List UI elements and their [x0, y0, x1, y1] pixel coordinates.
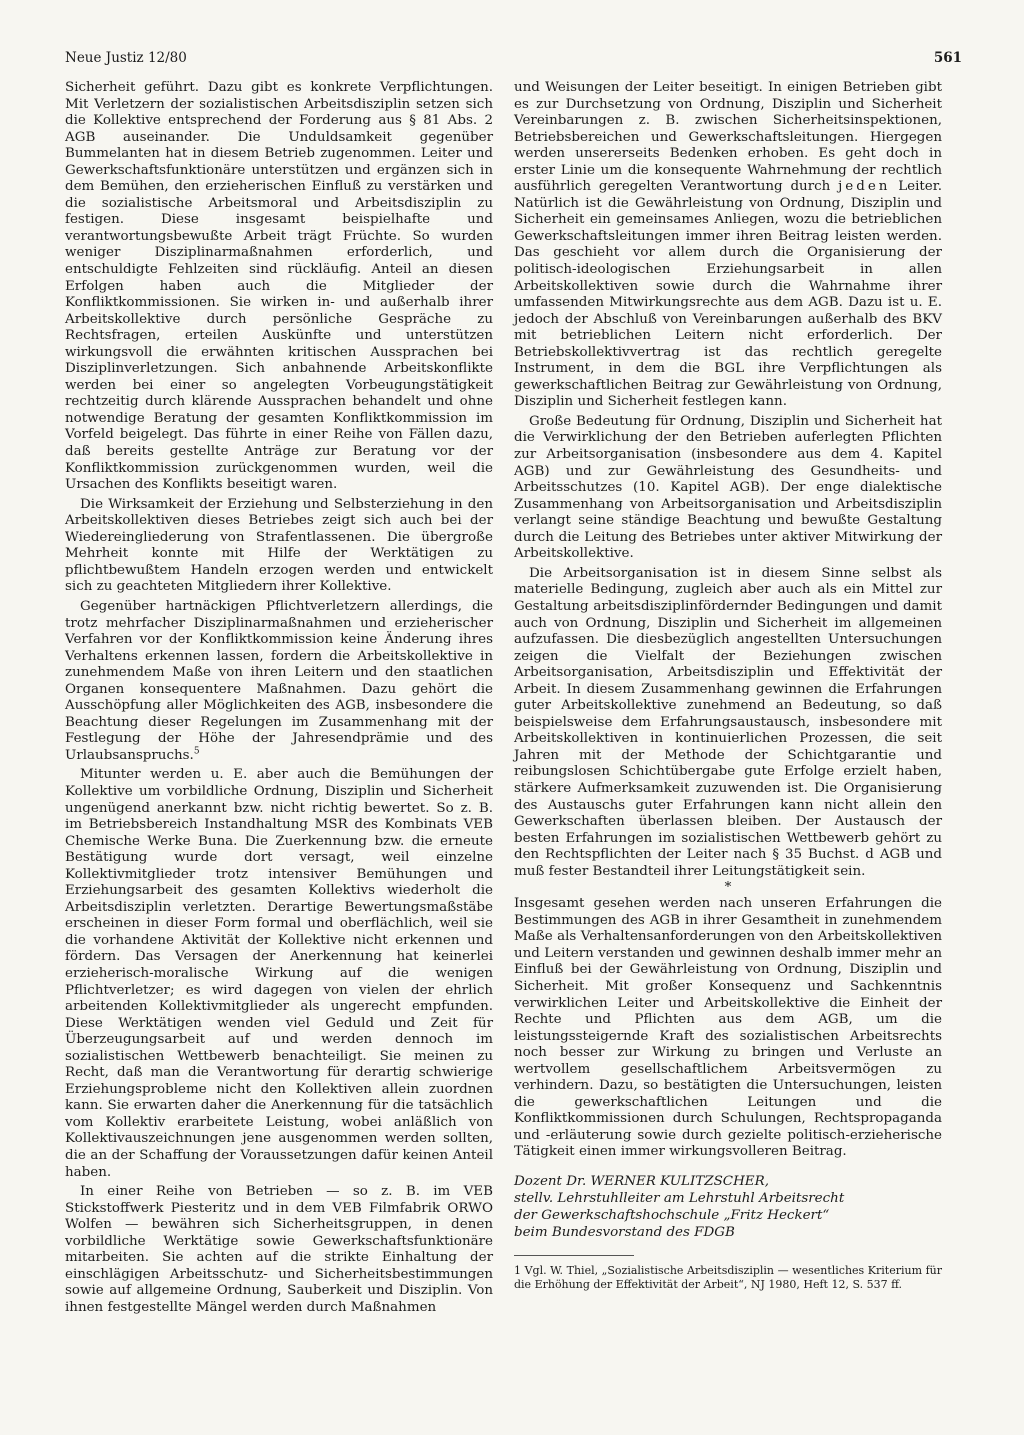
- paragraph-text: und Weisungen der Leiter beseitigt. In einigen Betrieben gibt es zur Durchsetzung von Ordnung, Disziplin und Sicherheit Vereinbarungen z. B. zwischen Sicherheitsinspektionen, Betriebsbereichen und Gewerkschaftsleitungen. Hiergegen werden unsererseits Bedenken erhoben. Es geht doch in erster Linie um die konsequente Wahrnehmung der rechtlich ausführlich geregelten Verantwortung durch: [514, 80, 942, 195]
- footnote-divider: [514, 1255, 634, 1256]
- paragraph: [65, 599, 493, 764]
- paragraph: Große Bedeutung für Ordnung, Disziplin und Sicherheit hat die Verwirklichung der den Betrieben auferlegten Pflichten zur Arbeitsorganisation (insbesondere aus dem 4. Kapitel AGB) und zur Gewährleistung des Gesundheits- und Arbeitsschutzes (10. Kapitel AGB). Der enge dialektische Zusammenhang von Arbeitsorganisation und Arbeitsdisziplin verlangt seine ständige Beachtung und bewußte Gestaltung durch die Leitung des Betriebes unter aktiver Mitwirkung der Arbeitskollektive.: [514, 413, 942, 562]
- paragraph: In einer Reihe von Betrieben — so z. B. im VEB Stickstoffwerk Piesteritz und in dem VEB Filmfabrik ORWO Wolfen — bewähren sich Sicherheitsgruppen, in denen vorbildliche Werktätige sowie Gewerkschaftsfunktionäre mitarbeiten. Sie achten auf die strikte Einhaltung der einschlägigen Arbeitsschutz- und Sicherheitsbestimmungen sowie auf allgemeine Ordnung, Sauberkeit und Disziplin. Von ihnen festgestellte Mängel werden durch Maßnahmen: [65, 1184, 493, 1315]
- journal-issue: Neue Justiz 12/80: [65, 50, 187, 66]
- paragraph: Insgesamt gesehen werden nach unseren Erfahrungen die Bestimmungen des AGB in ihrer Gesamtheit in zunehmendem Maße als Verhaltensanforderungen von den Arbeitskollektiven und Leitern verstanden und gewinnen deshalb immer mehr an Einfluß bei der Gewährleistung von Ordnung, Disziplin und Sicherheit. Mit großer Konsequenz und Sachkenntnis verwirklichen Leiter und Arbeitskollektive die Einheit der Rechte und Pflichten aus dem AGB, um die leistungssteigernde Kraft des sozialistischen Arbeitsrechts noch besser zur Wirkung zu bringen und Verluste an wertvollem gesellschaftlichem Arbeitsvermögen zu verhindern. Dazu, so bestätigten die Untersuchungen, leisten die gewerkschaftlichen Leitungen und die Konfliktkommissionen durch Schulungen, Rechtspropaganda und -erläuterung sowie durch gezielte politisch-erzieherische Tätigkeit einen immer wirkungsvolleren Beitrag.: [514, 896, 942, 1160]
- author-affiliation: beim Bundesvorstand des FDGB: [514, 1225, 735, 1240]
- left-column: [65, 80, 493, 1316]
- footnote-marker: 5: [193, 746, 200, 757]
- paragraph-text: Leiter. Natürlich ist die Gewährleistung von Ordnung, Disziplin und Sicherheit ein gemeinsames Anliegen, wozu die betrieblichen Gewerkschaftsleitungen immer ihren Beitrag leisten werden. Das geschieht vor allem durch die Organisierung der politisch-ideologischen Erziehungsarbeit in allen Arbeitskollektiven sowie durch die Wahrnahme ihrer umfassenden Mitwirkungsrechte aus dem AGB. Dazu ist u. E. jedoch der Abschluß von Vereinbarungen außerhalb des BKV mit betrieblichen Leitern nicht erforderlich. Der Betriebskollektivvertrag ist das rechtlich geregelte Instrument, in dem die BGL ihre Verpflichtungen als gewerkschaftlichen Beitrag zur Gewährleistung von Ordnung, Disziplin und Sicherheit festlegen kann.: [514, 179, 942, 410]
- paragraph: Die Wirksamkeit der Erziehung und Selbsterziehung in den Arbeitskollektiven dieses Betriebes zeigt sich auch bei der Wiedereingliederung von Strafentlassenen. Die übergroße Mehrheit konnte mit Hilfe der Werktätigen zu pflichtbewußtem Handeln erzogen werden und entwickelt sich zu geachteten Mitgliedern ihrer Kollektive.: [65, 496, 493, 595]
- paragraph: Die Arbeitsorganisation ist in diesem Sinne selbst als materielle Bedingung, zugleich aber auch als ein Mittel zur Gestaltung arbeitsdisziplinfördernder Bedingungen und damit auch von Ordnung, Disziplin und Sicherheit im allgemeinen aufzufassen. Die diesbezüglich angestellten Untersuchungen zeigen die Vielfalt der Beziehungen zwischen Arbeitsorganisation, Arbeitsdisziplin und Effektivität der Arbeit. In diesem Zusammenhang gewinnen die Erfahrungen guter Arbeitskollektive zunehmend an Bedeutung, so daß beispielsweise dem Erfahrungsaustausch, insbesondere mit Arbeitskollektiven in kontinuierlichen Prozessen, die seit Jahren mit der Methode der Schichtgarantie und reibungslosen Schichtübergabe gute Erfolge erzielt haben, stärkere Aufmerksamkeit zuzuwenden ist. Die Organisierung des Austauschs guter Erfahrungen kann nicht allein den Gewerkschaften überlassen bleiben. Der Austausch der besten Erfahrungen im sozialistischen Wettbewerb gehört zu den Rechtspflichten der Leiter nach § 35 Buchst. d AGB und muß fester Bestandteil ihrer Leitungstätigkeit sein.: [514, 565, 942, 879]
- emphasized-word: jeden: [838, 179, 891, 195]
- running-head: [65, 50, 962, 72]
- paragraph: Sicherheit geführt. Dazu gibt es konkrete Verpflichtungen. Mit Verletzern der sozialistischen Arbeitsdisziplin setzen sich die Kollektive entsprechend der Forderung aus § 81 Abs. 2 AGB auseinander. Die Unduldsamkeit gegenüber Bummelanten hat in diesem Betrieb zugenommen. Leiter und Gewerkschaftsfunktionäre unterstützen und ergänzen sich in dem Bemühen, den erzieherischen Einfluß zu verstärken und die sozialistische Arbeitsmoral und Arbeitsdisziplin zu festigen. Diese insgesamt beispielhafte und verantwortungsbewußte Arbeit trägt Früchte. So wurden weniger Disziplinarmaßnahmen erforderlich, und entschuldigte Fehlzeiten sind rückläufig. Anteil an diesen Erfolgen haben auch die Mitglieder der Konfliktkommissionen. Sie wirken in- und außerhalb ihrer Arbeitskollektive durch persönliche Gespräche zu Rechtsfragen, erteilen Auskünfte und unterstützen wirkungsvoll die erwähnten kritischen Aussprachen bei Disziplinverletzungen. Sich anbahnende Arbeitskonflikte werden bei einer so angelegten Vorbeugungstätigkeit rechtzeitig durch klärende Aussprachen behandelt und ohne notwendige Beratung der gesamten Konfliktkommission im Vorfeld beigelegt. Das führte in einer Reihe von Fällen dazu, daß bereits gestellte Anträge zur Beratung vor der Konfliktkommission zurückgenommen wurden, weil die Ursachen des Konflikts beseitigt waren.: [65, 80, 493, 493]
- right-column: [514, 80, 942, 1291]
- paragraph-text: Gegenüber hartnäckigen Pflichtverletzern allerdings, die trotz mehrfacher Disziplinarmaßnahmen und erzieherischer Verfahren vor der Konfliktkommission keine Änderung ihres Verhaltens erkennen lassen, fordern die Arbeitskollektive in zunehmendem Maße von ihren Leitern und den staatlichen Organen konsequentere Maßnahmen. Dazu gehört die Ausschöpfung aller Möglichkeiten des AGB, insbesondere die Beachtung dieser Regelungen im Zusammenhang mit der Festlegung der Höhe der Jahresendprämie und des Urlaubsanspruchs.: [65, 598, 493, 763]
- paragraph: Mitunter werden u. E. aber auch die Bemühungen der Kollektive um vorbildliche Ordnung, Disziplin und Sicherheit ungenügend anerkannt bzw. nicht richtig bewertet. So z. B. im Betriebsbereich Instandhaltung MSR des Kombinats VEB Chemische Werke Buna. Die Zuerkennung bzw. die erneute Bestätigung wurde dort versagt, weil einzelne Kollektivmitglieder trotz intensiver Bemühungen und Erziehungsarbeit des gesamten Kollektivs wiederholt die Arbeitsdisziplin verletzten. Derartige Bewertungsmaßstäbe erscheinen in dieser Form formal und oberflächlich, weil sie die vorhandene Aktivität der Kollektive nicht erkennen und fördern. Das Versagen der Anerkennung hat keinerlei erzieherisch-moralische Wirkung auf die wenigen Pflichtverletzer; es wird dagegen von vielen der ehrlich arbeitenden Kollektivmitglieder als ungerecht empfunden. Diese Werktätigen wenden viel Geduld und Zeit für Überzeugungsarbeit auf und werden dennoch im sozialistischen Wettbewerb benachteiligt. Sie meinen zu Recht, daß man die Verantwortung für derartig schwierige Erziehungsprobleme nicht den Kollektiven allein zuordnen kann. Sie erwarten daher die Anerkennung für die tatsächlich vom Kollektiv erarbeitete Leistung, wobei anläßlich von Kollektivauszeichnungen jene ausgenommen werden sollten, die an der Schaffung der Voraussetzungen dafür keinen Anteil haben.: [65, 767, 493, 1180]
- author-position: stellv. Lehrstuhlleiter am Lehrstuhl Arbeitsrecht: [514, 1191, 845, 1206]
- page-number: 561: [933, 50, 962, 66]
- section-separator: *: [724, 880, 732, 896]
- footnote: 1 Vgl. W. Thiel, „Sozialistische Arbeitsdisziplin — wesentliches Kriterium für die Erhöhung der Effektivität der Arbeit“, NJ 1980, Heft 12, S. 537 ff.: [514, 1264, 942, 1291]
- author-institution: der Gewerkschaftshochschule „Fritz Heckert“: [514, 1208, 830, 1223]
- paragraph: [514, 80, 942, 411]
- author-name: Dozent Dr. WERNER KULITZSCHER,: [514, 1174, 769, 1189]
- author-signature: [514, 1173, 942, 1241]
